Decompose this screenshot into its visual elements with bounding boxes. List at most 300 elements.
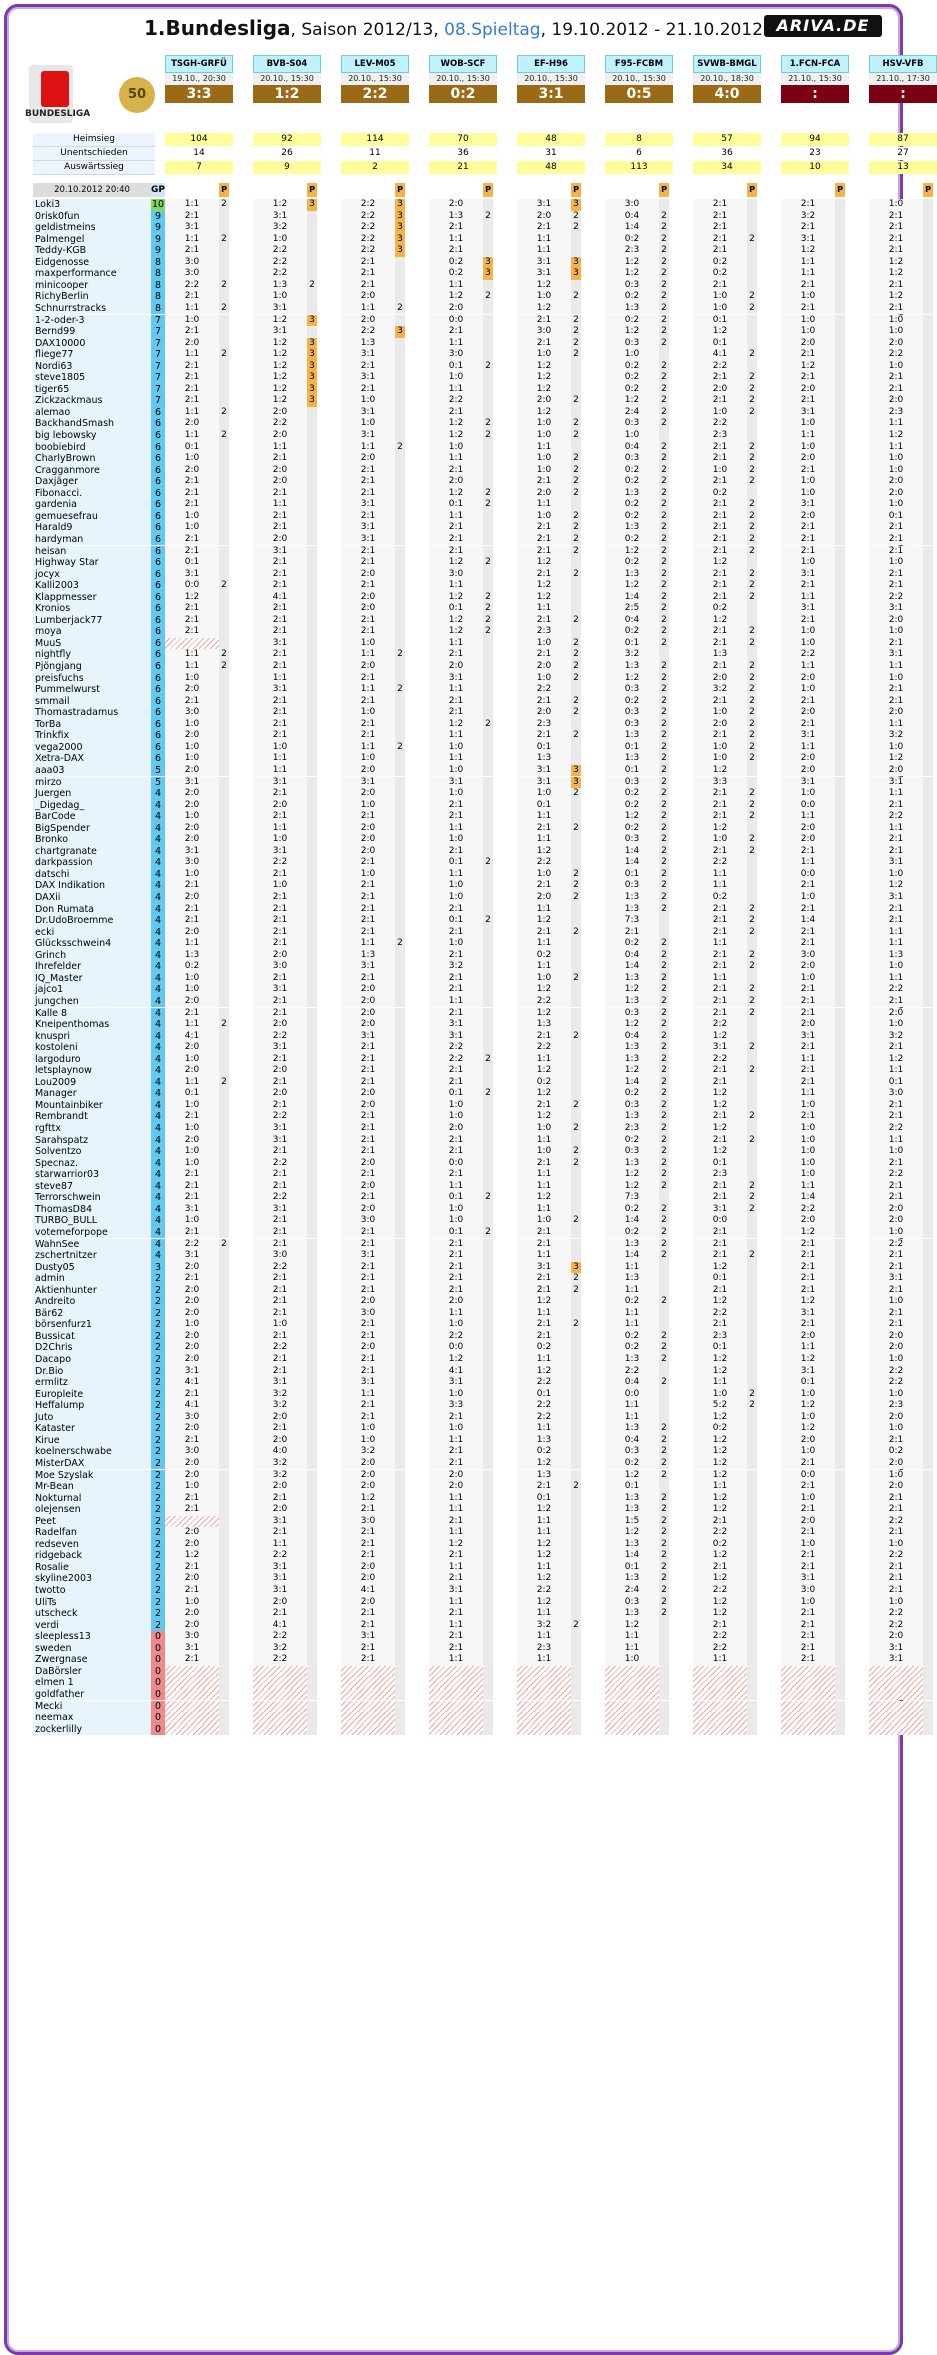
points-cell: 2 bbox=[219, 649, 229, 661]
tip-cell: 1:3 bbox=[605, 488, 659, 500]
points-cell bbox=[219, 222, 229, 234]
points-cell bbox=[923, 1181, 933, 1193]
player-name[interactable]: DAXii bbox=[33, 892, 153, 904]
tip-cell: 2:1 bbox=[341, 1077, 395, 1089]
player-name[interactable]: aaa03 bbox=[33, 765, 153, 777]
gp-header[interactable]: GP bbox=[151, 185, 165, 195]
player-name[interactable]: Cragganmore bbox=[33, 465, 153, 477]
points-cell: 2 bbox=[659, 1527, 669, 1539]
table-row bbox=[33, 257, 913, 269]
player-name[interactable]: Bär62 bbox=[33, 1308, 153, 1320]
tip-cell bbox=[517, 1701, 571, 1713]
player-name[interactable]: UliTs bbox=[33, 1597, 153, 1609]
player-name[interactable]: datschi bbox=[33, 869, 153, 881]
tip-cell: 0:0 bbox=[781, 1470, 835, 1482]
points-cell bbox=[483, 1308, 493, 1320]
points-cell bbox=[307, 1215, 317, 1227]
player-name[interactable]: Andreito bbox=[33, 1296, 153, 1308]
tip-cell: 1:2 bbox=[693, 557, 747, 569]
player-name[interactable]: Dacapo bbox=[33, 1354, 153, 1366]
player-name[interactable]: BarCode bbox=[33, 811, 153, 823]
points-cell bbox=[395, 1135, 405, 1147]
points-cell bbox=[395, 1077, 405, 1089]
tip-cell: 1:2 bbox=[693, 1608, 747, 1620]
stats-value: 34 bbox=[693, 161, 761, 174]
player-name[interactable]: elmen 1 bbox=[33, 1677, 153, 1689]
match-teams[interactable]: HSV-VFB bbox=[869, 55, 937, 73]
player-name[interactable]: Moe Szyslak bbox=[33, 1470, 153, 1482]
tip-cell: 1:0 bbox=[605, 349, 659, 361]
points-cell: 2 bbox=[659, 696, 669, 708]
player-name[interactable]: starwarrior03 bbox=[33, 1169, 153, 1181]
points-cell bbox=[923, 1239, 933, 1251]
player-name[interactable]: Kalli2003 bbox=[33, 580, 153, 592]
player-name[interactable]: Mountainbiker bbox=[33, 1100, 153, 1112]
tip-cell: 2:1 bbox=[693, 280, 747, 292]
tip-cell: 7:3 bbox=[605, 915, 659, 927]
points-cell bbox=[747, 1169, 757, 1181]
player-name[interactable]: big lebowsky bbox=[33, 430, 153, 442]
points-cell bbox=[219, 1643, 229, 1655]
points-cell bbox=[835, 730, 845, 742]
player-name[interactable]: Solventzo bbox=[33, 1146, 153, 1158]
player-name[interactable]: vega2000 bbox=[33, 742, 153, 754]
table-row bbox=[33, 1516, 913, 1528]
points-cell: 2 bbox=[571, 649, 581, 661]
match-teams[interactable]: SVWB-BMGL bbox=[693, 55, 761, 73]
tip-cell: 2:1 bbox=[693, 522, 747, 534]
player-name[interactable]: utscheck bbox=[33, 1608, 153, 1620]
bundesliga-logo-text: BUNDESLIGA bbox=[25, 109, 91, 119]
tip-cell: 2:1 bbox=[429, 984, 483, 996]
player-name[interactable]: DAX10000 bbox=[33, 338, 153, 350]
tip-cell: 3:1 bbox=[517, 268, 571, 280]
tip-cell: 2:1 bbox=[165, 476, 219, 488]
player-name[interactable]: minicooper bbox=[33, 280, 153, 292]
player-name[interactable]: WahnSee bbox=[33, 1239, 153, 1251]
player-gp: 4 bbox=[151, 1019, 165, 1031]
points-cell bbox=[835, 1308, 845, 1320]
player-name[interactable]: alemao bbox=[33, 407, 153, 419]
tip-cell: 2:0 bbox=[869, 765, 923, 777]
tip-cell: 2:0 bbox=[165, 1308, 219, 1320]
tip-cell: 3:1 bbox=[781, 1573, 835, 1585]
points-cell: 2 bbox=[571, 465, 581, 477]
ariva-logo[interactable]: ARIVA.DE bbox=[764, 15, 882, 37]
tip-cell: 2:2 bbox=[781, 1204, 835, 1216]
player-name[interactable]: maxperformance bbox=[33, 268, 153, 280]
player-name[interactable]: börsenfurz1 bbox=[33, 1319, 153, 1331]
tip-cell: 1:1 bbox=[517, 1135, 571, 1147]
stats-value: 13 bbox=[869, 161, 937, 174]
points-cell bbox=[219, 1319, 229, 1331]
points-cell: 2 bbox=[219, 349, 229, 361]
player-name[interactable]: nightfly bbox=[33, 649, 153, 661]
tip-cell: 1:0 bbox=[429, 1389, 483, 1401]
player-name[interactable]: Kalle 8 bbox=[33, 1008, 153, 1020]
player-name[interactable]: gardenia bbox=[33, 499, 153, 511]
player-gp: 9 bbox=[151, 245, 165, 257]
points-cell: 3 bbox=[571, 199, 581, 211]
points-cell bbox=[659, 1677, 669, 1689]
tip-cell: 2:0 bbox=[341, 823, 395, 835]
player-name[interactable]: darkpassion bbox=[33, 857, 153, 869]
player-name[interactable]: fliege77 bbox=[33, 349, 153, 361]
points-cell bbox=[395, 1608, 405, 1620]
tip-cell: 0:2 bbox=[605, 384, 659, 396]
player-name[interactable]: Lumberjack77 bbox=[33, 615, 153, 627]
player-name[interactable]: Sarahspatz bbox=[33, 1135, 153, 1147]
player-name[interactable]: redseven bbox=[33, 1539, 153, 1551]
player-name[interactable]: Eidgenosse bbox=[33, 257, 153, 269]
player-name[interactable]: boobiebird bbox=[33, 442, 153, 454]
points-cell: 2 bbox=[571, 534, 581, 546]
points-cell bbox=[659, 1308, 669, 1320]
player-name[interactable]: DAX Indikation bbox=[33, 880, 153, 892]
match-teams[interactable]: LEV-M05 bbox=[341, 55, 409, 73]
tip-cell: 2:2 bbox=[253, 268, 307, 280]
tip-cell: 1:0 bbox=[869, 869, 923, 881]
matchday-link[interactable]: 08.Spieltag bbox=[444, 20, 541, 40]
player-name[interactable]: sleepless13 bbox=[33, 1631, 153, 1643]
table-row bbox=[33, 857, 913, 869]
points-cell: 2 bbox=[747, 1008, 757, 1020]
points-cell bbox=[307, 984, 317, 996]
player-name[interactable]: Nordi63 bbox=[33, 361, 153, 373]
points-cell bbox=[219, 1458, 229, 1470]
points-cell: 2 bbox=[659, 626, 669, 638]
tip-cell: 2:2 bbox=[693, 1631, 747, 1643]
tip-cell: 2:1 bbox=[693, 234, 747, 246]
player-name[interactable]: Peet bbox=[33, 1516, 153, 1528]
player-name[interactable]: Mecki bbox=[33, 1701, 153, 1713]
tip-cell: 1:1 bbox=[429, 1562, 483, 1574]
stats-value: 114 bbox=[341, 133, 409, 146]
table-row bbox=[33, 1077, 913, 1089]
player-name[interactable]: knuspri bbox=[33, 1031, 153, 1043]
player-name[interactable]: olejensen bbox=[33, 1504, 153, 1516]
tip-cell: 2:1 bbox=[253, 649, 307, 661]
player-name[interactable]: Dr.UdoBroemme bbox=[33, 915, 153, 927]
match-teams[interactable]: 1.FCN-FCA bbox=[781, 55, 849, 73]
table-row bbox=[33, 1389, 913, 1401]
player-name[interactable]: Specnaz. bbox=[33, 1158, 153, 1170]
player-name[interactable]: Ihrefelder bbox=[33, 961, 153, 973]
player-name[interactable]: smmail bbox=[33, 696, 153, 708]
player-name[interactable]: Juergen bbox=[33, 788, 153, 800]
player-name[interactable]: Kronios bbox=[33, 603, 153, 615]
tip-cell: 0:4 bbox=[605, 442, 659, 454]
points-cell bbox=[747, 557, 757, 569]
player-name[interactable]: jungchen bbox=[33, 996, 153, 1008]
player-name[interactable]: heisan bbox=[33, 546, 153, 558]
tip-cell: 1:3 bbox=[605, 1354, 659, 1366]
tip-cell: 2:1 bbox=[341, 1192, 395, 1204]
player-name[interactable]: largoduro bbox=[33, 1054, 153, 1066]
player-name[interactable]: admin bbox=[33, 1273, 153, 1285]
tip-cell: 2:0 bbox=[165, 1262, 219, 1274]
tip-cell: 2:1 bbox=[165, 499, 219, 511]
points-cell bbox=[219, 1181, 229, 1193]
points-cell: 2 bbox=[659, 834, 669, 846]
player-name[interactable]: Zickzackmaus bbox=[33, 395, 153, 407]
player-name[interactable]: TorBa bbox=[33, 719, 153, 731]
match-teams[interactable]: EF-H96 bbox=[517, 55, 585, 73]
player-name[interactable]: Mr-Bean bbox=[33, 1481, 153, 1493]
player-name[interactable]: Palmengel bbox=[33, 234, 153, 246]
points-cell: 2 bbox=[659, 1377, 669, 1389]
player-name[interactable]: MuuS bbox=[33, 638, 153, 650]
player-name[interactable]: Rembrandt bbox=[33, 1111, 153, 1123]
player-name[interactable]: letsplaynow bbox=[33, 1065, 153, 1077]
tip-cell: 2:0 bbox=[781, 511, 835, 523]
player-name[interactable]: Pjöngjang bbox=[33, 661, 153, 673]
player-name[interactable]: skyline2003 bbox=[33, 1573, 153, 1585]
player-name[interactable]: Kataster bbox=[33, 1423, 153, 1435]
points-header-icon: P bbox=[747, 183, 757, 197]
player-name[interactable]: Schnurrstracks bbox=[33, 303, 153, 315]
player-name[interactable]: ThomasD84 bbox=[33, 1204, 153, 1216]
match-teams[interactable]: F95-FCBM bbox=[605, 55, 673, 73]
player-name[interactable]: Pummelwurst bbox=[33, 684, 153, 696]
match-teams[interactable]: BVB-S04 bbox=[253, 55, 321, 73]
tip-cell: 2:1 bbox=[165, 361, 219, 373]
player-name[interactable]: moya bbox=[33, 626, 153, 638]
player-name[interactable]: verdi bbox=[33, 1620, 153, 1632]
player-name[interactable]: twotto bbox=[33, 1585, 153, 1597]
player-name[interactable]: goldfather bbox=[33, 1689, 153, 1701]
points-cell bbox=[747, 938, 757, 950]
table-row bbox=[33, 1262, 913, 1274]
player-name[interactable]: geldistmeins bbox=[33, 222, 153, 234]
tip-cell: 2:0 bbox=[165, 1458, 219, 1470]
points-cell: 2 bbox=[571, 1481, 581, 1493]
player-name[interactable]: koelnerschwabe bbox=[33, 1446, 153, 1458]
table-row bbox=[33, 1435, 913, 1447]
points-cell bbox=[747, 1573, 757, 1585]
points-cell bbox=[571, 245, 581, 257]
points-cell bbox=[923, 1712, 933, 1724]
player-name[interactable]: Xetra-DAX bbox=[33, 753, 153, 765]
player-name[interactable]: Dr.Bio bbox=[33, 1366, 153, 1378]
tip-cell: 1:1 bbox=[781, 1054, 835, 1066]
player-name[interactable]: Glücksschwein4 bbox=[33, 938, 153, 950]
tip-cell: 3:1 bbox=[693, 1204, 747, 1216]
tip-cell: 2:0 bbox=[781, 338, 835, 350]
player-name[interactable]: mirzo bbox=[33, 777, 153, 789]
tip-cell: 2:2 bbox=[517, 1585, 571, 1597]
points-cell bbox=[219, 245, 229, 257]
tip-cell: 2:1 bbox=[429, 1550, 483, 1562]
points-cell bbox=[483, 349, 493, 361]
player-name[interactable]: Europleite bbox=[33, 1389, 153, 1401]
player-name[interactable]: Klappmesser bbox=[33, 592, 153, 604]
points-cell bbox=[835, 1712, 845, 1724]
match-teams[interactable]: WOB-SCF bbox=[429, 55, 497, 73]
table-row bbox=[33, 777, 913, 789]
points-cell bbox=[395, 430, 405, 442]
player-name[interactable]: Radelfan bbox=[33, 1527, 153, 1539]
player-name[interactable]: RichyBerlin bbox=[33, 291, 153, 303]
points-cell bbox=[483, 638, 493, 650]
points-cell bbox=[483, 569, 493, 581]
player-name[interactable]: Juto bbox=[33, 1412, 153, 1424]
table-row bbox=[33, 1446, 913, 1458]
match-teams[interactable]: TSGH-GRFÜ bbox=[165, 55, 233, 73]
tip-cell: 2:1 bbox=[253, 1239, 307, 1251]
player-name[interactable]: BackhandSmash bbox=[33, 418, 153, 430]
points-cell bbox=[307, 1504, 317, 1516]
player-name[interactable]: ecki bbox=[33, 927, 153, 939]
table-row bbox=[33, 326, 913, 338]
player-name[interactable]: rgfttx bbox=[33, 1123, 153, 1135]
player-name[interactable]: Loki3 bbox=[33, 199, 153, 211]
table-row bbox=[33, 834, 913, 846]
player-name[interactable]: preisfuchs bbox=[33, 673, 153, 685]
player-name[interactable]: IQ_Master bbox=[33, 973, 153, 985]
player-name[interactable]: 1-2-oder-3 bbox=[33, 315, 153, 327]
tip-cell: 2:0 bbox=[517, 661, 571, 673]
player-name[interactable]: Daxjäger bbox=[33, 476, 153, 488]
tip-cell: 2:0 bbox=[253, 1412, 307, 1424]
tip-cell: 1:0 bbox=[781, 1446, 835, 1458]
player-name[interactable]: Dusty05 bbox=[33, 1262, 153, 1274]
points-cell bbox=[395, 453, 405, 465]
player-name[interactable]: Bernd99 bbox=[33, 326, 153, 338]
player-name[interactable]: Aktienhunter bbox=[33, 1285, 153, 1297]
points-cell: 2 bbox=[659, 1342, 669, 1354]
tip-cell: 3:1 bbox=[781, 603, 835, 615]
points-cell: 2 bbox=[659, 1296, 669, 1308]
tip-cell: 3:1 bbox=[781, 730, 835, 742]
player-name[interactable]: D2Chris bbox=[33, 1342, 153, 1354]
stats-value: 48 bbox=[517, 133, 585, 146]
points-cell bbox=[395, 1504, 405, 1516]
points-cell: 2 bbox=[747, 753, 757, 765]
player-name[interactable]: Bronko bbox=[33, 834, 153, 846]
table-row bbox=[33, 1319, 913, 1331]
player-name[interactable]: _Digedag_ bbox=[33, 800, 153, 812]
player-name[interactable]: jocyx bbox=[33, 569, 153, 581]
player-name[interactable]: Zwergnase bbox=[33, 1654, 153, 1666]
player-name[interactable]: ridgeback bbox=[33, 1550, 153, 1562]
tip-cell: 2:1 bbox=[781, 303, 835, 315]
points-cell bbox=[395, 1111, 405, 1123]
player-name[interactable]: Teddy-KGB bbox=[33, 245, 153, 257]
points-cell bbox=[483, 465, 493, 477]
player-name[interactable]: sweden bbox=[33, 1643, 153, 1655]
player-gp: 6 bbox=[151, 673, 165, 685]
player-name[interactable]: Grinch bbox=[33, 950, 153, 962]
player-name[interactable]: 0risk0fun bbox=[33, 211, 153, 223]
tip-cell: 2:1 bbox=[517, 823, 571, 835]
tip-cell bbox=[781, 1724, 835, 1736]
player-name[interactable]: Highway Star bbox=[33, 557, 153, 569]
points-cell bbox=[307, 1204, 317, 1216]
player-name[interactable]: tiger65 bbox=[33, 384, 153, 396]
player-name[interactable]: Heffalump bbox=[33, 1400, 153, 1412]
points-cell bbox=[219, 1192, 229, 1204]
points-cell: 2 bbox=[571, 488, 581, 500]
player-name[interactable]: votemeforpope bbox=[33, 1227, 153, 1239]
tip-cell: 2:2 bbox=[517, 1412, 571, 1424]
tip-cell: 2:1 bbox=[341, 384, 395, 396]
points-cell: 2 bbox=[747, 927, 757, 939]
tip-cell: 2:1 bbox=[869, 1585, 923, 1597]
player-name[interactable]: Terrorschwein bbox=[33, 1192, 153, 1204]
points-cell bbox=[923, 1585, 933, 1597]
player-name[interactable]: Kirue bbox=[33, 1435, 153, 1447]
player-name[interactable]: Harald9 bbox=[33, 522, 153, 534]
points-cell bbox=[659, 1400, 669, 1412]
player-name[interactable]: kostoleni bbox=[33, 1042, 153, 1054]
tip-cell: 2:1 bbox=[429, 1631, 483, 1643]
points-cell: 2 bbox=[483, 418, 493, 430]
player-name[interactable]: neemax bbox=[33, 1712, 153, 1724]
player-name[interactable]: Don Rumata bbox=[33, 904, 153, 916]
player-name[interactable]: zschertnitzer bbox=[33, 1250, 153, 1262]
table-row bbox=[33, 961, 913, 973]
player-name[interactable]: Lou2009 bbox=[33, 1077, 153, 1089]
player-name[interactable]: DaBörsler bbox=[33, 1666, 153, 1678]
tip-cell: 1:1 bbox=[429, 823, 483, 835]
points-cell bbox=[571, 950, 581, 962]
points-cell bbox=[923, 1677, 933, 1689]
player-name[interactable]: TURBO_BULL bbox=[33, 1215, 153, 1227]
player-name[interactable]: Rosalie bbox=[33, 1562, 153, 1574]
player-name[interactable]: Nokturnal bbox=[33, 1493, 153, 1505]
player-name[interactable]: jajco1 bbox=[33, 984, 153, 996]
tip-cell: 1:2 bbox=[693, 1412, 747, 1424]
player-name[interactable]: Manager bbox=[33, 1088, 153, 1100]
tip-cell: 2:1 bbox=[429, 245, 483, 257]
player-name[interactable]: gemuesefrau bbox=[33, 511, 153, 523]
player-name[interactable]: MisterDAX bbox=[33, 1458, 153, 1470]
tip-cell: 2:2 bbox=[869, 984, 923, 996]
player-name[interactable]: zockerlilly bbox=[33, 1724, 153, 1736]
player-name[interactable]: Thomastradamus bbox=[33, 707, 153, 719]
player-name[interactable]: Kneipenthomas bbox=[33, 1019, 153, 1031]
tip-cell: 1:0 bbox=[781, 488, 835, 500]
match-date: 20.10., 15:30 bbox=[341, 73, 409, 85]
table-row bbox=[33, 1250, 913, 1262]
tip-cell: 0:3 bbox=[605, 880, 659, 892]
points-cell bbox=[747, 1527, 757, 1539]
player-name[interactable]: BigSpender bbox=[33, 823, 153, 835]
tip-cell: 2:0 bbox=[781, 961, 835, 973]
player-name[interactable]: steve87 bbox=[33, 1181, 153, 1193]
points-cell bbox=[395, 1169, 405, 1181]
player-name[interactable]: chartgranate bbox=[33, 846, 153, 858]
tip-cell: 2:1 bbox=[693, 1077, 747, 1089]
points-cell bbox=[483, 1342, 493, 1354]
points-cell: 2 bbox=[659, 234, 669, 246]
player-name[interactable]: CharlyBrown bbox=[33, 453, 153, 465]
tip-cell: 1:0 bbox=[605, 430, 659, 442]
points-cell bbox=[923, 580, 933, 592]
tip-cell: 2:1 bbox=[781, 1620, 835, 1632]
player-name[interactable]: steve1805 bbox=[33, 372, 153, 384]
player-name[interactable]: hardyman bbox=[33, 534, 153, 546]
player-name[interactable]: Trinkfix bbox=[33, 730, 153, 742]
player-name[interactable]: ermlitz bbox=[33, 1377, 153, 1389]
points-cell bbox=[395, 557, 405, 569]
points-cell bbox=[835, 1204, 845, 1216]
player-gp: 6 bbox=[151, 649, 165, 661]
player-name[interactable]: Fibonacci. bbox=[33, 488, 153, 500]
points-cell bbox=[483, 1677, 493, 1689]
player-name[interactable]: Bussicat bbox=[33, 1331, 153, 1343]
